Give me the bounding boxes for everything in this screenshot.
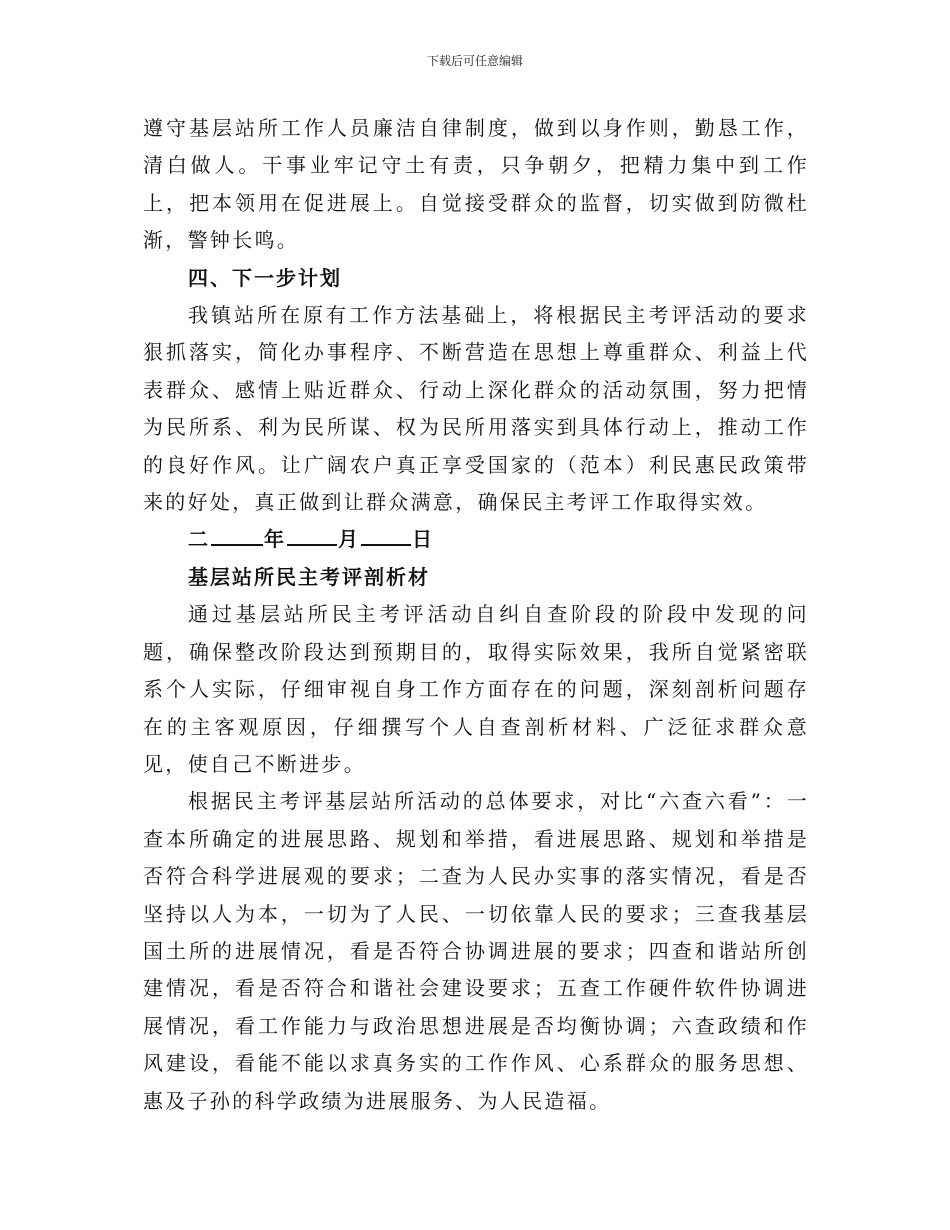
page-header: 下载后可任意编辑 bbox=[426, 54, 523, 68]
date-day-blank bbox=[361, 526, 411, 546]
date-prefix: 二 bbox=[188, 527, 210, 552]
section-heading-next-steps: 四、下一步计划 bbox=[188, 265, 342, 290]
paragraph-continuation: 遵守基层站所工作人员廉洁自律制度，做到以身作则，勤恳工作，清白做人。干事业牢记守土有责，只争朝夕，把精力集中到工作上，把本领用在促进展上。自觉接受群众的监督，切实做到防微杜渐，警钟长鸣。 bbox=[143, 116, 809, 253]
document-body bbox=[143, 110, 809, 1120]
paragraph-plan: 我镇站所在原有工作方法基础上，将根据民主考评活动的要求狠抓落实，简化办事程序、不断营造在思想上尊重群众、利益上代表群众、感情上贴近群众、行动上深化群众的活动氛围，努力把情为民所系、利为民所谋、权为民所用落实到具体行动上，推动工作的良好作风。让广阔农户真正享受国家的（范本）利民惠民政策带来的好处，真正做到让群众满意，确保民主考评工作取得实效。 bbox=[143, 303, 809, 515]
date-month-blank bbox=[287, 526, 337, 546]
date-year-blank bbox=[211, 526, 263, 546]
date-month-label: 月 bbox=[338, 527, 360, 552]
date-day-label: 日 bbox=[412, 527, 434, 552]
paragraph-intro: 通过基层站所民主考评活动自纠自查阶段的阶段中发现的问题，确保整改阶段达到预期目的，取得实际效果，我所自觉紧密联系个人实际，仔细审视自身工作方面存在的问题，深刻剖析问题存在的主客观原因，仔细撰写个人自查剖析材料、广泛征求群众意见，使自己不断进步。 bbox=[143, 602, 809, 776]
date-year-label: 年 bbox=[264, 527, 286, 552]
date-line bbox=[143, 521, 809, 558]
paragraph-six-checks: 根据民主考评基层站所活动的总体要求，对比“六查六看”：一查本所确定的进展思路、规划和举措，看进展思路、规划和举措是否符合科学进展观的要求；二查为人民办实事的落实情况，看是否坚持以人为本，一切为了人民、一切依靠人民的要求；三查我基层国土所的进展情况，看是否符合协调进展的要求；四查和谐站所创建情况，看是否符合和谐社会建设要求；五查工作硬件软件协调进展情况，看工作能力与政治思想进展是否均衡协调；六查政绩和作风建设，看能不能以求真务实的工作作风、心系群众的服务思想、惠及子孙的科学政绩为进展服务、为人民造福。 bbox=[143, 789, 809, 1113]
document-title: 基层站所民主考评剖析材 bbox=[188, 564, 430, 589]
